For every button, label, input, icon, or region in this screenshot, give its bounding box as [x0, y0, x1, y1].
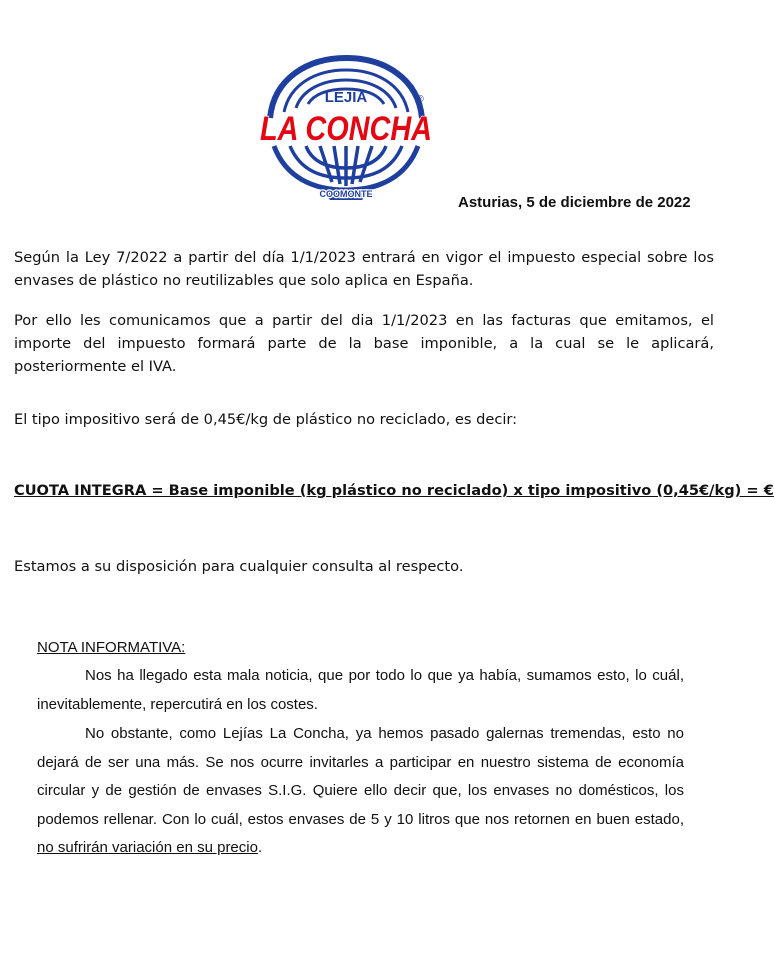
- paragraph-ley: Según la Ley 7/2022 a partir del día 1/1/2023 entrará en vigor el impuesto especial sobre los envases de plástico no reutilizables que solo aplica en España.: [14, 249, 714, 289]
- paragraph-tipo-impositivo: El tipo impositivo será de 0,45€/kg de plástico no reciclado, es decir:: [14, 411, 518, 428]
- logo-brand-main: LA CONCHA: [260, 110, 432, 148]
- logo-brand-top: LEJIA: [324, 89, 368, 106]
- paragraph-comunicado: Por ello les comunicamos que a partir del dia 1/1/2023 en las facturas que emitamos, el importe del impuesto formará parte de la base imponible, a la cual se le aplicará, posteriormente el IVA.: [14, 312, 714, 375]
- paragraph-disposicion: Estamos a su disposición para cualquier consulta al respecto.: [14, 558, 464, 575]
- logo-subtitle: COOMONTE: [319, 189, 373, 199]
- la-concha-logo: [256, 50, 436, 200]
- nota-paragraph-2: [37, 720, 684, 863]
- nota-paragraph-1: Nos ha llegado esta mala noticia, que por todo lo que ya había, sumamos esto, lo cuál, inevitablemente, repercutirá en los costes.: [37, 667, 684, 713]
- logo-registered-mark: ®: [416, 94, 424, 105]
- date-line: Asturias, 5 de diciembre de 2022: [458, 194, 691, 211]
- nota-paragraph-2-end: .: [257, 839, 263, 856]
- nota-informativa-title: NOTA INFORMATIVA:: [37, 639, 186, 656]
- nota-price-highlight: no sufrirán variación en su precio: [37, 839, 258, 856]
- nota-paragraph-2-text: No obstante, como Lejías La Concha, ya hemos pasado galernas tremendas, esto no dejará de ser una más. Se nos ocurre invitarles a participar en nuestro sistema de economía circular y de gestión de envases S.I.G. Quiere ello decir que, los envases no domésticos, los podemos rellenar. Con lo cuál, estos envases de 5 y 10 litros que nos retornen en buen estado,: [37, 725, 684, 828]
- cuota-integra-formula: CUOTA INTEGRA = Base imponible (kg plástico no reciclado) x tipo impositivo (0,45€/kg) = €: [14, 482, 774, 499]
